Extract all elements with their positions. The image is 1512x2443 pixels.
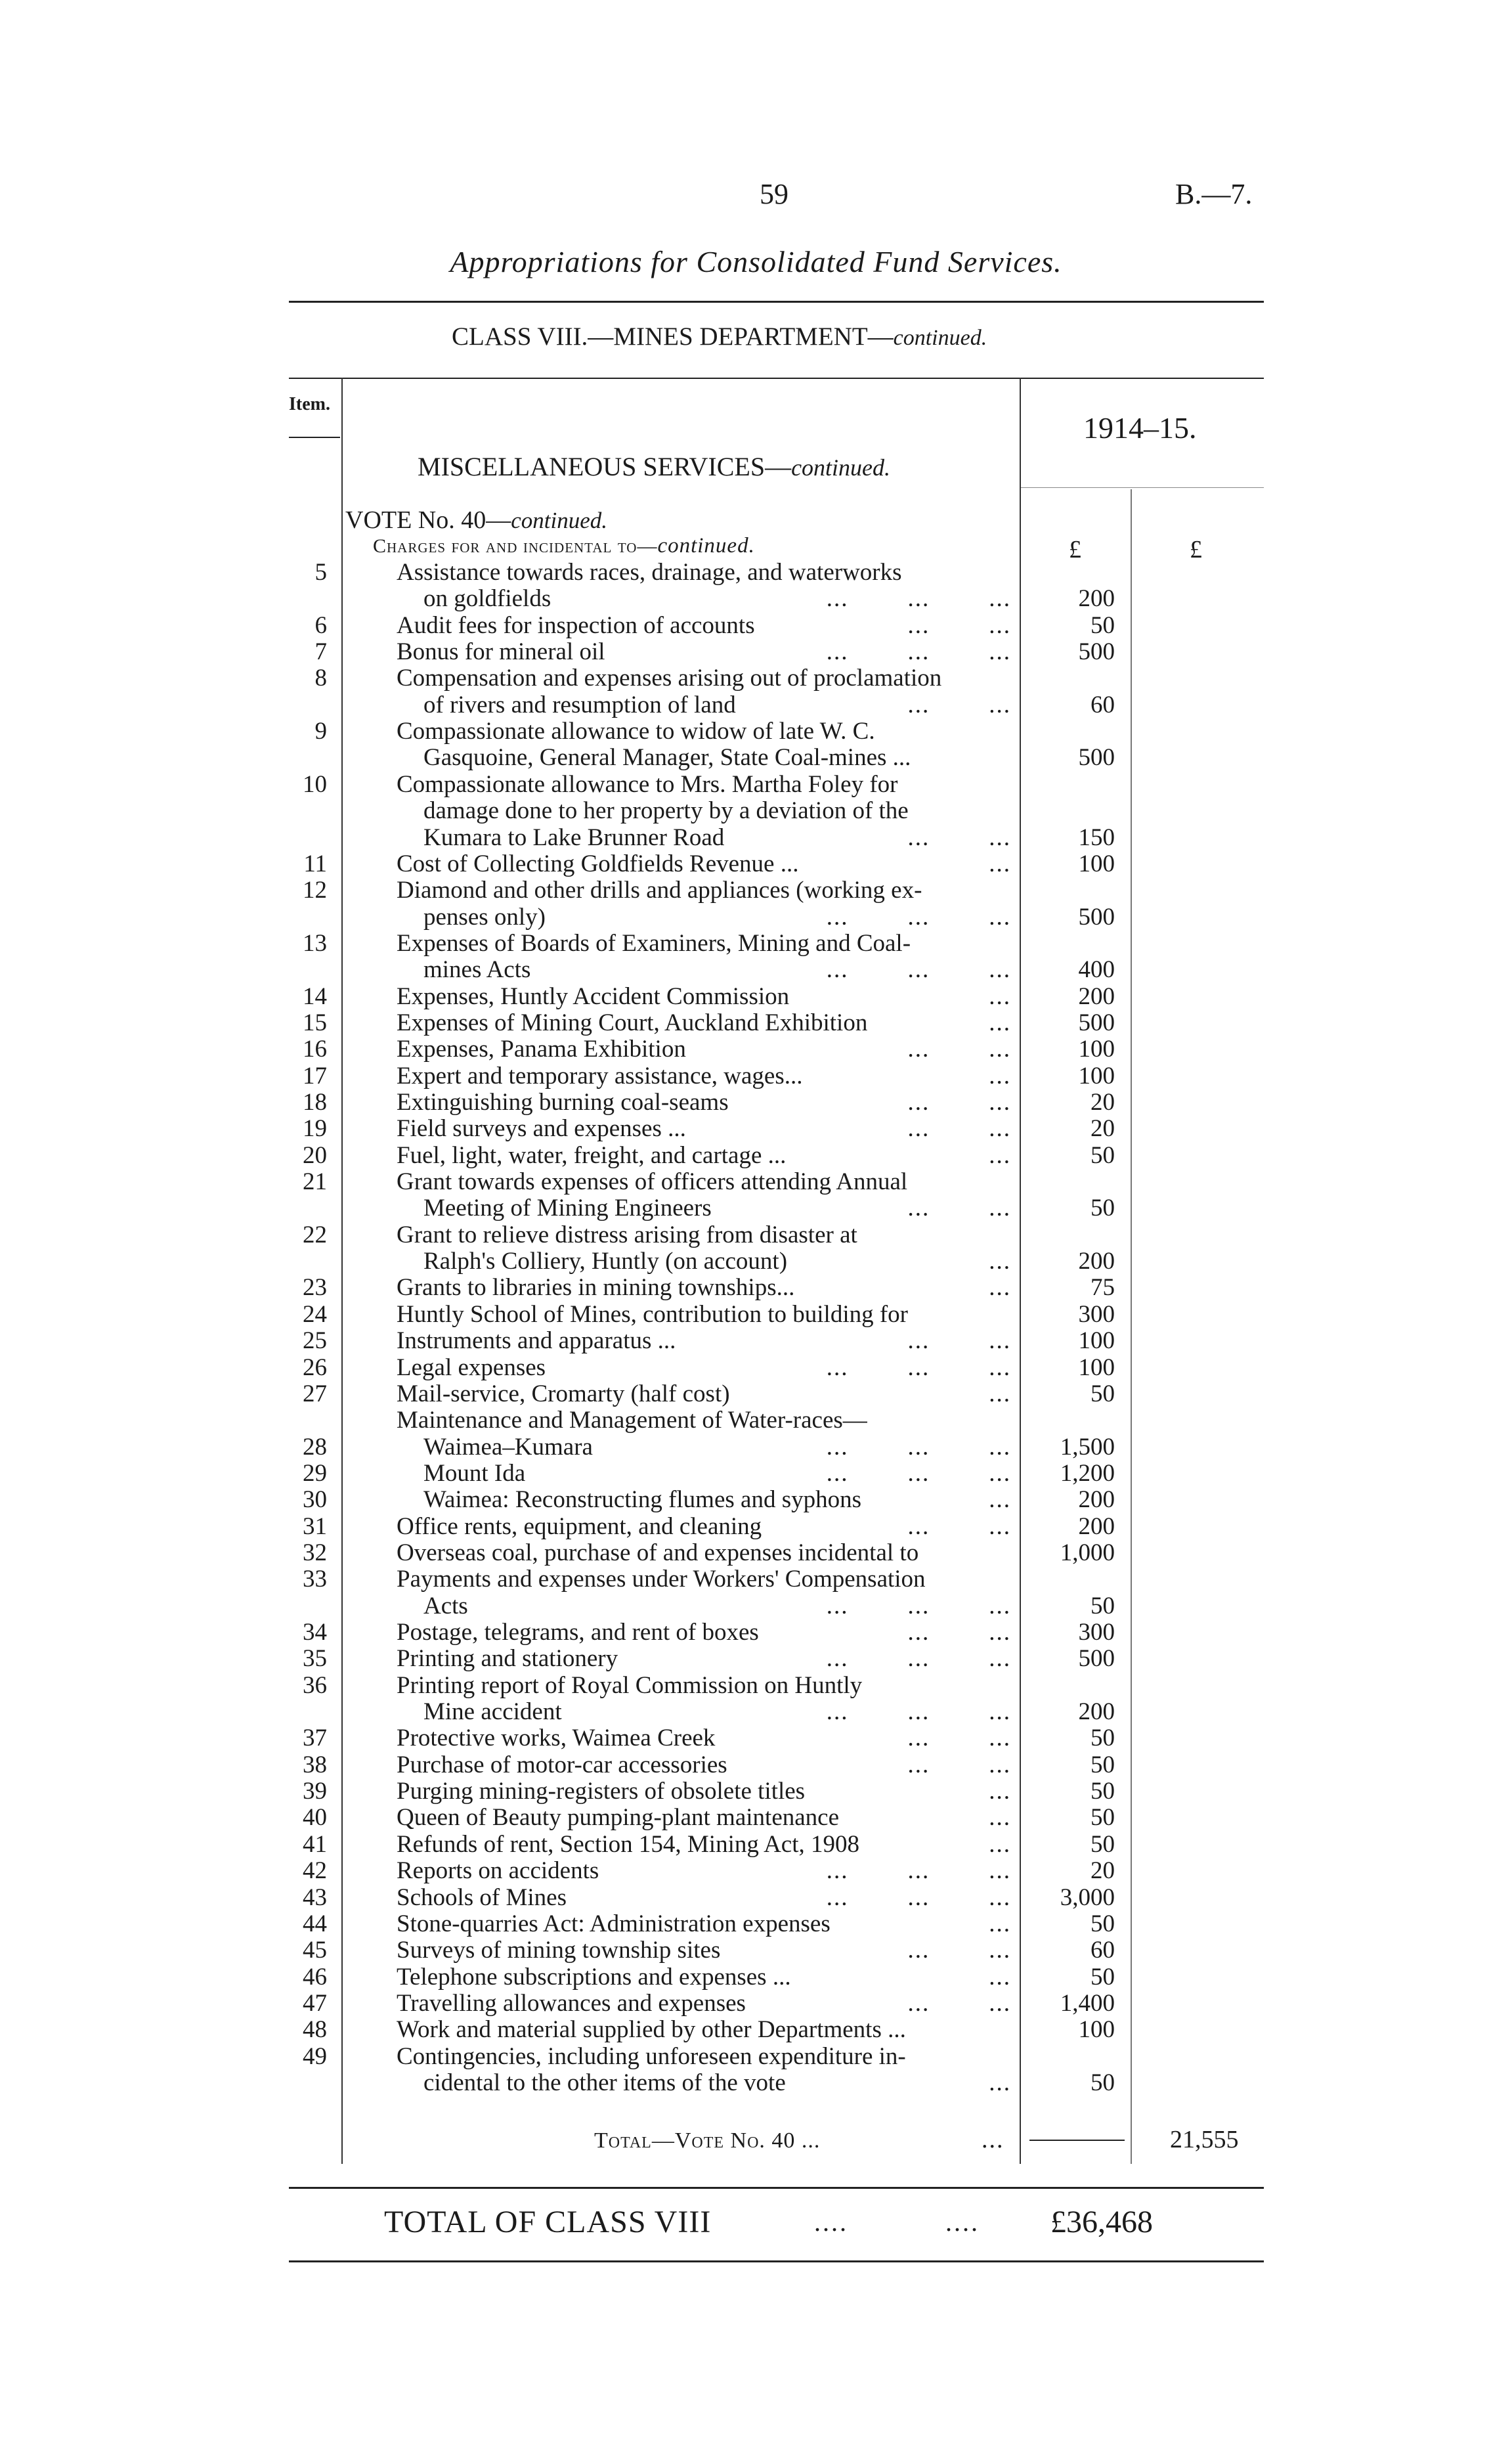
leader-dots: ... ... (907, 1327, 1011, 1355)
table-row (0, 1725, 1512, 1751)
item-description: Mount Ida (423, 1459, 526, 1487)
class-total-bottom-rule (289, 2260, 1264, 2262)
item-number: 19 (303, 1115, 327, 1143)
item-amount: 50 (1091, 1804, 1115, 1832)
table-row (0, 1911, 1512, 1937)
vote-heading-main: VOTE No. 40— (345, 506, 511, 534)
table-row (0, 1566, 1512, 1593)
item-number: 15 (303, 1009, 327, 1036)
table-row (0, 1275, 1512, 1301)
currency-symbol-items: £ (1069, 536, 1081, 563)
item-amount: 50 (1091, 611, 1115, 639)
item-amount: 50 (1091, 1910, 1115, 1937)
item-number: 35 (303, 1645, 327, 1673)
item-number: 20 (303, 1141, 327, 1169)
item-amount: 200 (1078, 1512, 1115, 1540)
leader-dots: ... ... ... (826, 1883, 1011, 1911)
table-row (0, 798, 1512, 824)
item-number: 45 (303, 1937, 327, 1964)
leader-dots: ... (989, 1274, 1011, 1302)
table-row (0, 586, 1512, 612)
item-number: 49 (303, 2042, 327, 2070)
class-total-leader-2: .... (945, 2207, 980, 2237)
item-amount: 100 (1078, 1062, 1115, 1089)
item-description: Surveys of mining township sites (397, 1937, 721, 1964)
item-description: Meeting of Mining Engineers (423, 1195, 712, 1222)
item-description: Queen of Beauty pumping-plant maintenance (397, 1804, 840, 1832)
table-row (0, 1540, 1512, 1566)
leader-dots: ... ... (907, 1036, 1011, 1063)
item-description: Printing report of Royal Commission on Huntly (397, 1671, 863, 1699)
item-description: Bonus for mineral oil (397, 638, 605, 666)
item-amount: 50 (1091, 1778, 1115, 1805)
leader-dots: ... ... ... (826, 1354, 1011, 1381)
item-description: Schools of Mines (397, 1883, 567, 1911)
table-row (0, 1699, 1512, 1725)
item-amount: 300 (1078, 1619, 1115, 1646)
leader-dots: ... ... (907, 1195, 1011, 1222)
leader-dots: ... ... ... (826, 1857, 1011, 1885)
table-row (0, 877, 1512, 904)
section-heading-main: MISCELLANEOUS SERVICES— (418, 452, 792, 481)
item-number: 29 (303, 1459, 327, 1487)
leader-dots: ... (989, 1804, 1011, 1832)
vote-heading (345, 506, 607, 535)
item-description: Extinguishing burning coal-seams (397, 1089, 729, 1116)
table-row (0, 957, 1512, 983)
item-amount: 200 (1078, 1248, 1115, 1275)
table-row (0, 1487, 1512, 1513)
item-number: 39 (303, 1778, 327, 1805)
leader-dots: ... (989, 2069, 1011, 2096)
item-description: Expenses, Panama Exhibition (397, 1036, 686, 1063)
item-number: 34 (303, 1619, 327, 1646)
item-description: Payments and expenses under Workers' Compensation (397, 1566, 926, 1593)
item-number: 17 (303, 1062, 327, 1089)
table-row (0, 1805, 1512, 1831)
item-amount: 100 (1078, 1327, 1115, 1355)
item-number: 11 (303, 850, 327, 877)
item-number: 31 (303, 1512, 327, 1540)
item-description: Office rents, equipment, and cleaning (397, 1512, 762, 1540)
table-row (0, 1169, 1512, 1195)
item-description: Compassionate allowance to widow of late W. C. (397, 718, 875, 745)
section-heading-suffix: continued. (791, 454, 891, 481)
leader-dots: ... (989, 1486, 1011, 1514)
table-row (0, 745, 1512, 771)
leader-dots: ... ... ... (826, 1459, 1011, 1487)
item-amount: 500 (1078, 1645, 1115, 1673)
year-rule (1021, 487, 1264, 488)
table-row (0, 1116, 1512, 1142)
leader-dots: ... (989, 982, 1011, 1010)
item-amount: 100 (1078, 1354, 1115, 1381)
leader-dots: ... ... (907, 1989, 1011, 2017)
leader-dots: ... ... ... (826, 1645, 1011, 1673)
class-heading-suffix: continued. (893, 326, 987, 350)
item-description: Contingencies, including unforeseen expenditure in- (397, 2042, 906, 2070)
item-description: Purchase of motor-car accessories (397, 1751, 727, 1778)
table-row (0, 1646, 1512, 1672)
item-amount: 60 (1091, 1937, 1115, 1964)
item-description: Reports on accidents (397, 1857, 599, 1885)
leader-dots: ... (989, 1778, 1011, 1805)
vote-total-leader: ... (982, 2126, 1004, 2153)
year-column-header: 1914–15. (1083, 411, 1197, 445)
charges-heading-suffix: continued. (657, 534, 755, 558)
item-amount: 200 (1078, 585, 1115, 613)
item-description: Audit fees for inspection of accounts (397, 611, 755, 639)
item-description: Kumara to Lake Brunner Road (423, 824, 725, 851)
item-description: Waimea–Kumara (423, 1433, 593, 1461)
item-number: 40 (303, 1804, 327, 1832)
item-number: 10 (303, 770, 327, 798)
table-row (0, 1619, 1512, 1646)
item-description: Instruments and apparatus ... (397, 1327, 676, 1355)
table-row (0, 1010, 1512, 1036)
table-row (0, 1089, 1512, 1116)
table-row (0, 718, 1512, 745)
item-description: Telephone subscriptions and expenses ... (397, 1963, 791, 1991)
item-amount: 400 (1078, 956, 1115, 984)
table-row (0, 2044, 1512, 2070)
item-number: 7 (314, 638, 327, 666)
item-amount: 50 (1091, 1963, 1115, 1991)
leader-dots: ... ... (907, 1937, 1011, 1964)
item-amount: 50 (1091, 2069, 1115, 2096)
item-description: Gasquoine, General Manager, State Coal-mines ... (423, 744, 911, 772)
table-row (0, 1673, 1512, 1699)
item-number: 44 (303, 1910, 327, 1937)
leader-dots: ... ... ... (826, 585, 1011, 613)
item-description: Postage, telegrams, and rent of boxes (397, 1619, 759, 1646)
item-description: cidental to the other items of the vote (423, 2069, 786, 2096)
table-row (0, 1222, 1512, 1248)
page-title: Appropriations for Consolidated Fund Services. (450, 245, 1062, 278)
item-description: Protective works, Waimea Creek (397, 1725, 716, 1752)
item-amount: 1,500 (1060, 1433, 1115, 1461)
item-description: Refunds of rent, Section 154, Mining Act, 1908 (397, 1830, 859, 1858)
item-description: Acts (423, 1592, 468, 1619)
item-amount: 50 (1091, 1830, 1115, 1858)
leader-dots: ... (989, 1009, 1011, 1036)
subtotal-rule (1029, 2140, 1125, 2141)
vote-total-label: Total—Vote No. 40 ... (594, 2128, 821, 2153)
leader-dots: ... (989, 1910, 1011, 1937)
table-row (0, 825, 1512, 851)
item-amount: 20 (1091, 1857, 1115, 1885)
item-description: Compassionate allowance to Mrs. Martha Foley for (397, 770, 898, 798)
table-row (0, 639, 1512, 665)
item-amount: 200 (1078, 1486, 1115, 1514)
item-number: 46 (303, 1963, 327, 1991)
table-row (0, 1937, 1512, 1964)
item-amount: 3,000 (1060, 1883, 1115, 1911)
page-number: 59 (760, 178, 788, 210)
table-row (0, 1514, 1512, 1540)
leader-dots: ... (989, 1830, 1011, 1858)
item-number: 16 (303, 1036, 327, 1063)
item-amount: 200 (1078, 982, 1115, 1010)
class-heading (452, 322, 987, 351)
leader-dots: ... ... ... (826, 903, 1011, 931)
class-total-leader-1: .... (814, 2207, 848, 2237)
item-number: 14 (303, 982, 327, 1010)
item-number: 42 (303, 1857, 327, 1885)
item-number: 33 (303, 1566, 327, 1593)
table-row (0, 1593, 1512, 1619)
leader-dots: ... ... ... (826, 1698, 1011, 1726)
item-number: 37 (303, 1725, 327, 1752)
leader-dots: ... ... (907, 1115, 1011, 1143)
table-row (0, 1461, 1512, 1487)
item-description: Expenses of Boards of Examiners, Mining and Coal- (397, 929, 911, 957)
item-amount: 300 (1078, 1300, 1115, 1328)
leader-dots: ... (989, 850, 1011, 877)
item-description: Grant to relieve distress arising from disaster at (397, 1221, 857, 1248)
item-description: Mail-service, Cromarty (half cost) (397, 1380, 730, 1407)
item-description: Stone-quarries Act: Administration expenses (397, 1910, 831, 1937)
table-row (0, 1248, 1512, 1275)
item-number: 22 (303, 1221, 327, 1248)
item-number: 27 (303, 1380, 327, 1407)
item-description: Grant towards expenses of officers attending Annual (397, 1168, 908, 1196)
item-number: 48 (303, 2016, 327, 2044)
item-amount: 500 (1078, 744, 1115, 772)
vote-heading-suffix: continued. (511, 508, 608, 533)
item-number: 24 (303, 1300, 327, 1328)
item-number: 41 (303, 1830, 327, 1858)
table-row (0, 1328, 1512, 1354)
class-rule (289, 378, 1264, 379)
document-reference: B.—7. (1175, 178, 1253, 210)
item-description: Huntly School of Mines, contribution to building for (397, 1300, 909, 1328)
item-description: penses only) (423, 903, 546, 931)
leader-dots: ... (989, 1963, 1011, 1991)
item-header-underline (289, 437, 340, 438)
leader-dots: ... (989, 1380, 1011, 1407)
item-description: mines Acts (423, 956, 531, 984)
item-description: Expenses, Huntly Accident Commission (397, 982, 790, 1010)
item-amount: 500 (1078, 1009, 1115, 1036)
charges-heading-main: Charges for and incidental to— (373, 535, 658, 557)
table-row (0, 560, 1512, 586)
item-amount: 60 (1091, 691, 1115, 718)
table-row (0, 692, 1512, 718)
item-amount: 50 (1091, 1195, 1115, 1222)
currency-symbol-totals: £ (1190, 536, 1202, 563)
table-row (0, 665, 1512, 692)
item-amount: 100 (1078, 2016, 1115, 2044)
item-description: Work and material supplied by other Departments ... (397, 2016, 906, 2044)
table-row (0, 931, 1512, 957)
table-row (0, 851, 1512, 877)
item-description: of rivers and resumption of land (423, 691, 736, 718)
table-row (0, 772, 1512, 798)
item-number: 13 (303, 929, 327, 957)
item-amount: 50 (1091, 1751, 1115, 1778)
leader-dots: ... (989, 1062, 1011, 1089)
table-row (0, 1063, 1512, 1089)
table-row (0, 904, 1512, 931)
item-description: Travelling allowances and expenses (397, 1989, 746, 2017)
table-row (0, 613, 1512, 639)
class-total-top-rule (289, 2187, 1264, 2189)
table-row (0, 1143, 1512, 1169)
item-amount: 20 (1091, 1089, 1115, 1116)
leader-dots: ... (989, 1141, 1011, 1169)
item-amount: 50 (1091, 1725, 1115, 1752)
item-amount: 200 (1078, 1698, 1115, 1726)
item-number: 23 (303, 1274, 327, 1302)
item-amount: 100 (1078, 850, 1115, 877)
item-amount: 500 (1078, 638, 1115, 666)
item-amount: 75 (1091, 1274, 1115, 1302)
item-description: Maintenance and Management of Water-races— (397, 1407, 867, 1434)
table-row (0, 2017, 1512, 2043)
item-number: 18 (303, 1089, 327, 1116)
leader-dots: ... ... (907, 611, 1011, 639)
table-row (0, 984, 1512, 1010)
section-heading (418, 451, 890, 482)
item-amount: 100 (1078, 1036, 1115, 1063)
item-description: Printing and stationery (397, 1645, 618, 1673)
item-number: 47 (303, 1989, 327, 2017)
item-description: Expenses of Mining Court, Auckland Exhibition (397, 1009, 868, 1036)
item-number: 12 (303, 877, 327, 904)
leader-dots: ... ... ... (826, 638, 1011, 666)
item-description: Cost of Collecting Goldfields Revenue ... (397, 850, 799, 877)
item-description: Grants to libraries in mining townships... (397, 1274, 795, 1302)
leader-dots: ... ... (907, 1725, 1011, 1752)
table-row (0, 2070, 1512, 2096)
table-row (0, 1885, 1512, 1911)
leader-dots: ... ... ... (826, 1433, 1011, 1461)
leader-dots: ... ... ... (826, 956, 1011, 984)
item-amount: 20 (1091, 1115, 1115, 1143)
item-number: 5 (314, 559, 327, 586)
item-number: 25 (303, 1327, 327, 1355)
table-row (0, 1752, 1512, 1778)
item-description: on goldfields (423, 585, 551, 613)
item-description: Mine accident (423, 1698, 562, 1726)
item-column-header: Item. (289, 394, 330, 414)
table-row (0, 1407, 1512, 1434)
item-amount: 1,000 (1060, 1539, 1115, 1566)
item-number: 28 (303, 1433, 327, 1461)
table-row (0, 1964, 1512, 1991)
leader-dots: ... (989, 1248, 1011, 1275)
title-rule (289, 301, 1264, 303)
item-description: Waimea: Reconstructing flumes and syphons (423, 1486, 861, 1514)
leader-dots: ... ... (907, 1751, 1011, 1778)
table-row (0, 1778, 1512, 1805)
item-number: 8 (314, 665, 327, 692)
item-amount: 50 (1091, 1592, 1115, 1619)
leader-dots: ... ... (907, 1512, 1011, 1540)
class-heading-main: CLASS VIII.—MINES DEPARTMENT— (452, 322, 894, 351)
item-number: 9 (314, 718, 327, 745)
table-row (0, 1991, 1512, 2017)
item-number: 6 (314, 611, 327, 639)
table-row (0, 1302, 1512, 1328)
item-description: Assistance towards races, drainage, and waterworks (397, 559, 902, 586)
item-description: Overseas coal, purchase of and expenses incidental to (397, 1539, 919, 1566)
item-description: Diamond and other drills and appliances (working ex- (397, 877, 922, 904)
table-row (0, 1195, 1512, 1222)
item-number: 36 (303, 1671, 327, 1699)
item-amount: 1,400 (1060, 1989, 1115, 2017)
table-row (0, 1355, 1512, 1381)
item-amount: 50 (1091, 1380, 1115, 1407)
leader-dots: ... ... ... (826, 1592, 1011, 1619)
item-number: 32 (303, 1539, 327, 1566)
item-description: Purging mining-registers of obsolete titles (397, 1778, 806, 1805)
leader-dots: ... ... (907, 1619, 1011, 1646)
table-row (0, 1434, 1512, 1461)
item-description: Field surveys and expenses ... (397, 1115, 686, 1143)
item-description: Expert and temporary assistance, wages... (397, 1062, 803, 1089)
item-number: 38 (303, 1751, 327, 1778)
item-amount: 1,200 (1060, 1459, 1115, 1487)
item-amount: 150 (1078, 824, 1115, 851)
class-total-amount: £36,468 (1050, 2205, 1153, 2239)
item-description: damage done to her property by a deviation of the (423, 797, 909, 825)
leader-dots: ... ... (907, 691, 1011, 718)
leader-dots: ... ... (907, 1089, 1011, 1116)
item-number: 43 (303, 1883, 327, 1911)
class-total-label: TOTAL OF CLASS VIII (384, 2205, 712, 2239)
table-row (0, 1036, 1512, 1063)
table-row (0, 1832, 1512, 1858)
table-row (0, 1858, 1512, 1884)
item-description: Fuel, light, water, freight, and cartage ... (397, 1141, 787, 1169)
item-amount: 500 (1078, 903, 1115, 931)
table-row (0, 1381, 1512, 1407)
leader-dots: ... ... (907, 824, 1011, 851)
item-amount: 50 (1091, 1141, 1115, 1169)
item-number: 26 (303, 1354, 327, 1381)
charges-heading (373, 534, 755, 558)
item-description: Legal expenses (397, 1354, 546, 1381)
item-number: 21 (303, 1168, 327, 1196)
item-description: Ralph's Colliery, Huntly (on account) (423, 1248, 788, 1275)
vote-total-amount: 21,555 (1170, 2126, 1239, 2153)
item-number: 30 (303, 1486, 327, 1514)
item-description: Compensation and expenses arising out of proclamation (397, 665, 942, 692)
